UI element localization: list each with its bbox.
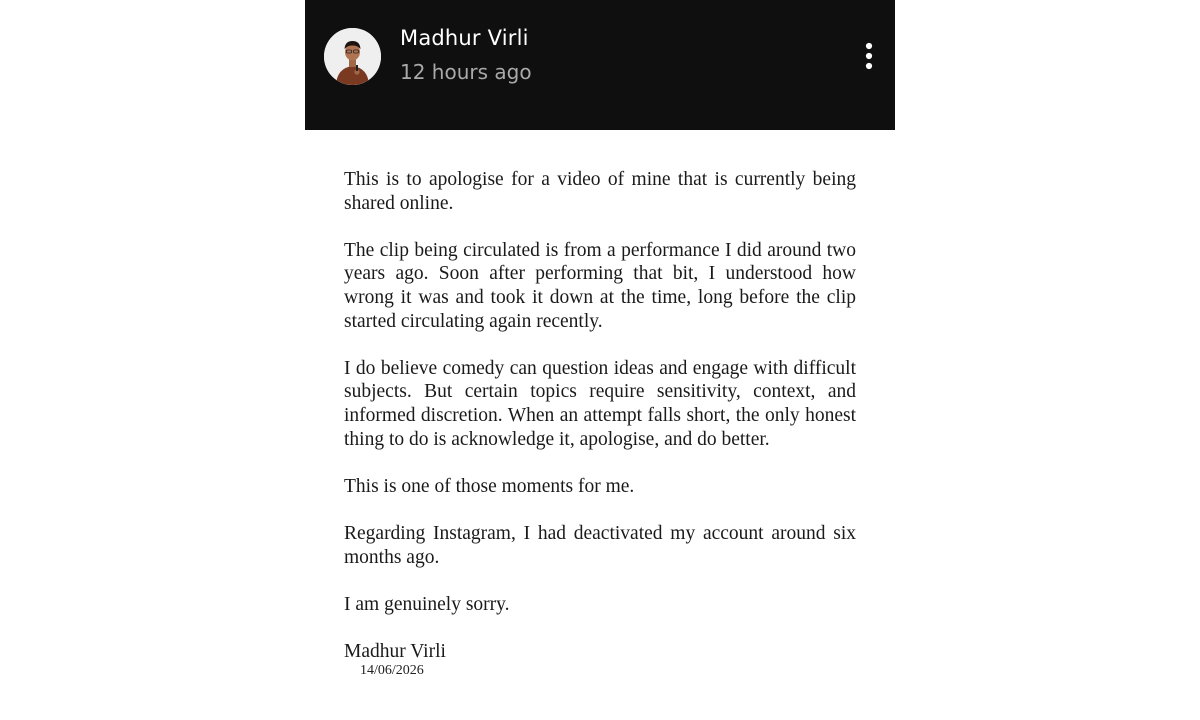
more-options-button[interactable] — [856, 40, 882, 74]
profile-photo-icon — [324, 28, 381, 85]
paragraph: This is to apologise for a video of mine that is currently being shared online. — [344, 169, 856, 214]
post-body — [344, 168, 856, 679]
paragraph: This is one of those moments for me. — [344, 475, 635, 497]
more-vertical-icon — [856, 40, 882, 74]
signature-date: 14/06/2026 — [360, 663, 424, 679]
author-name[interactable]: Madhur Virli — [400, 26, 529, 50]
paragraph: I do believe comedy can question ideas and engage with difficult subjects. But certain topics require sensitivity, context, and informed discretion. When an attempt falls short, the only honest thing to do is acknowledge it, apologise, and do better. — [344, 357, 856, 450]
paragraph: The clip being circulated is from a performance I did around two years ago. Soon after performing that bit, I understood how wrong it was and took it down at the time, long before the clip started circulating again recently. — [344, 239, 856, 332]
avatar[interactable] — [324, 28, 381, 85]
post-header — [305, 0, 895, 130]
paragraph: I am genuinely sorry. — [344, 593, 510, 615]
post-timestamp: 12 hours ago — [400, 60, 532, 84]
signature: Madhur Virli — [344, 640, 446, 662]
paragraph: Regarding Instagram, I had deactivated my account around six months ago. — [344, 522, 856, 568]
